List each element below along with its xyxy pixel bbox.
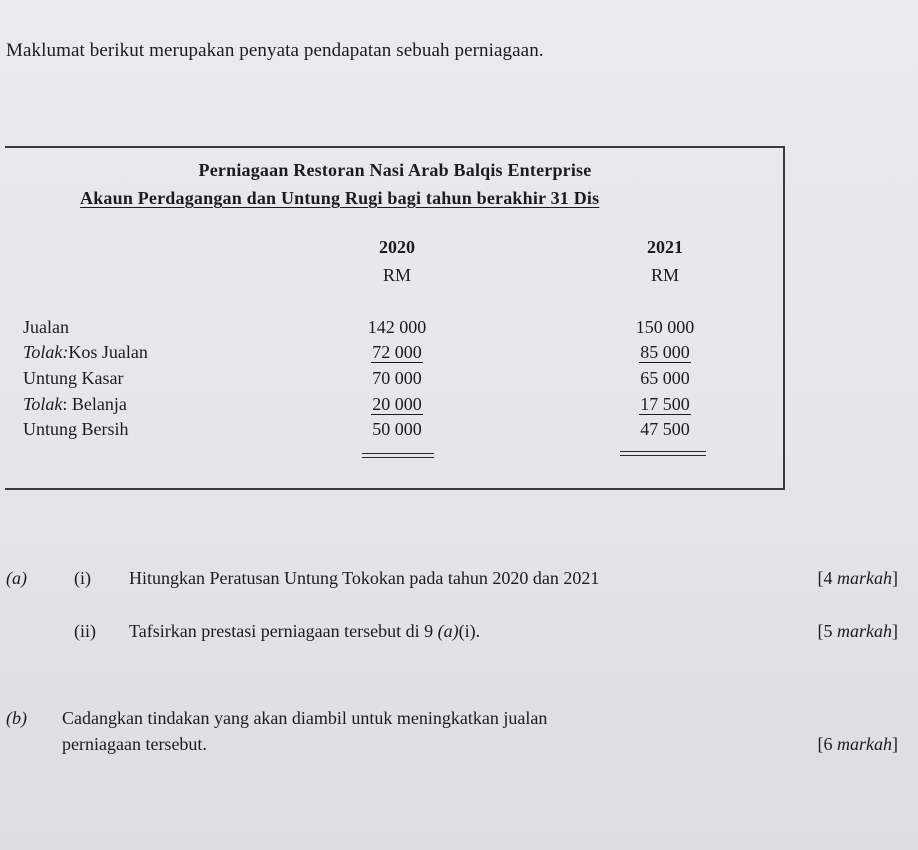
question-a2-number: (ii) (74, 621, 96, 641)
value-text: 70 000 (372, 368, 422, 388)
value-text: 17 500 (640, 394, 690, 414)
column-unit-2020: RM (382, 265, 411, 285)
row-label-text: Untung Bersih (23, 419, 129, 439)
value-2021-untung-bersih (620, 419, 710, 440)
row-label-kos-jualan (23, 342, 148, 363)
marks-number: [4 (817, 568, 837, 588)
value-text: 142 000 (367, 317, 427, 337)
question-b-label (6, 708, 27, 729)
marks-number: [5 (817, 621, 837, 641)
marks-word: markah (837, 734, 892, 754)
column-year-2021: 2021 (647, 237, 683, 257)
question-a-label (6, 568, 27, 589)
label-text: (a) (6, 568, 27, 588)
column-year-2020: 2020 (379, 237, 415, 257)
row-prefix: Tolak (23, 394, 63, 414)
value-2020-belanja (352, 394, 442, 415)
marks-word: markah (837, 621, 892, 641)
question-a1-marks (818, 568, 899, 589)
question-b-line2: perniagaan tersebut. (62, 734, 207, 754)
marks-bracket: ] (892, 621, 898, 641)
question-a2-text (129, 621, 480, 642)
marks-word: markah (837, 568, 892, 588)
value-2020-kos-jualan (352, 342, 442, 363)
row-prefix: Tolak: (23, 342, 69, 362)
marks-bracket: ] (892, 568, 898, 588)
value-2021-kos-jualan (620, 342, 710, 363)
question-a2-marks (818, 621, 899, 642)
value-2020-untung-kasar (352, 368, 442, 389)
question-tail: (i). (458, 621, 481, 641)
row-label-text: Jualan (23, 317, 69, 337)
row-label-text: Kos Jualan (68, 342, 148, 362)
row-label-untung-kasar (23, 368, 123, 389)
value-text: 20 000 (372, 394, 422, 414)
question-b-line1: Cadangkan tindakan yang akan diambil untuk meningkatkan jualan (62, 708, 548, 728)
value-2021-jualan (620, 317, 710, 338)
column-unit-2021: RM (650, 265, 679, 285)
income-statement-box (5, 146, 785, 490)
question-a1-number: (i) (74, 568, 91, 588)
row-label-text: : Belanja (62, 394, 127, 414)
question-text: Tafsirkan prestasi perniagaan tersebut di 9 (129, 621, 438, 641)
statement-subtitle: Akaun Perdagangan dan Untung Rugi bagi tahun berakhir 31 Dis (80, 188, 600, 208)
value-2021-belanja (620, 394, 710, 415)
intro-text: Maklumat berikut merupakan penyata pendapatan sebuah perniagaan. (6, 40, 544, 61)
question-b-marks (818, 734, 899, 755)
statement-title: Perniagaan Restoran Nasi Arab Balqis Enterprise (198, 160, 592, 180)
row-label-belanja (23, 394, 127, 415)
row-label-untung-bersih (23, 419, 129, 440)
value-text: 150 000 (635, 317, 695, 337)
value-2020-jualan (352, 317, 442, 338)
row-label-jualan (23, 317, 69, 338)
value-2021-untung-kasar (620, 368, 710, 389)
double-underline-2021 (620, 451, 706, 456)
row-label-text: Untung Kasar (23, 368, 124, 388)
value-text: 65 000 (640, 368, 690, 388)
question-ref: (a) (437, 621, 459, 641)
label-text: (b) (6, 708, 27, 728)
double-underline-2020 (362, 453, 434, 458)
value-text: 47 500 (640, 419, 690, 439)
value-text: 85 000 (640, 342, 690, 362)
question-a1-text: Hitungkan Peratusan Untung Tokokan pada tahun 2020 dan 2021 (129, 568, 600, 588)
marks-bracket: ] (892, 734, 898, 754)
value-2020-untung-bersih (352, 419, 442, 440)
marks-number: [6 (817, 734, 837, 754)
value-text: 50 000 (372, 419, 422, 439)
value-text: 72 000 (372, 342, 422, 362)
